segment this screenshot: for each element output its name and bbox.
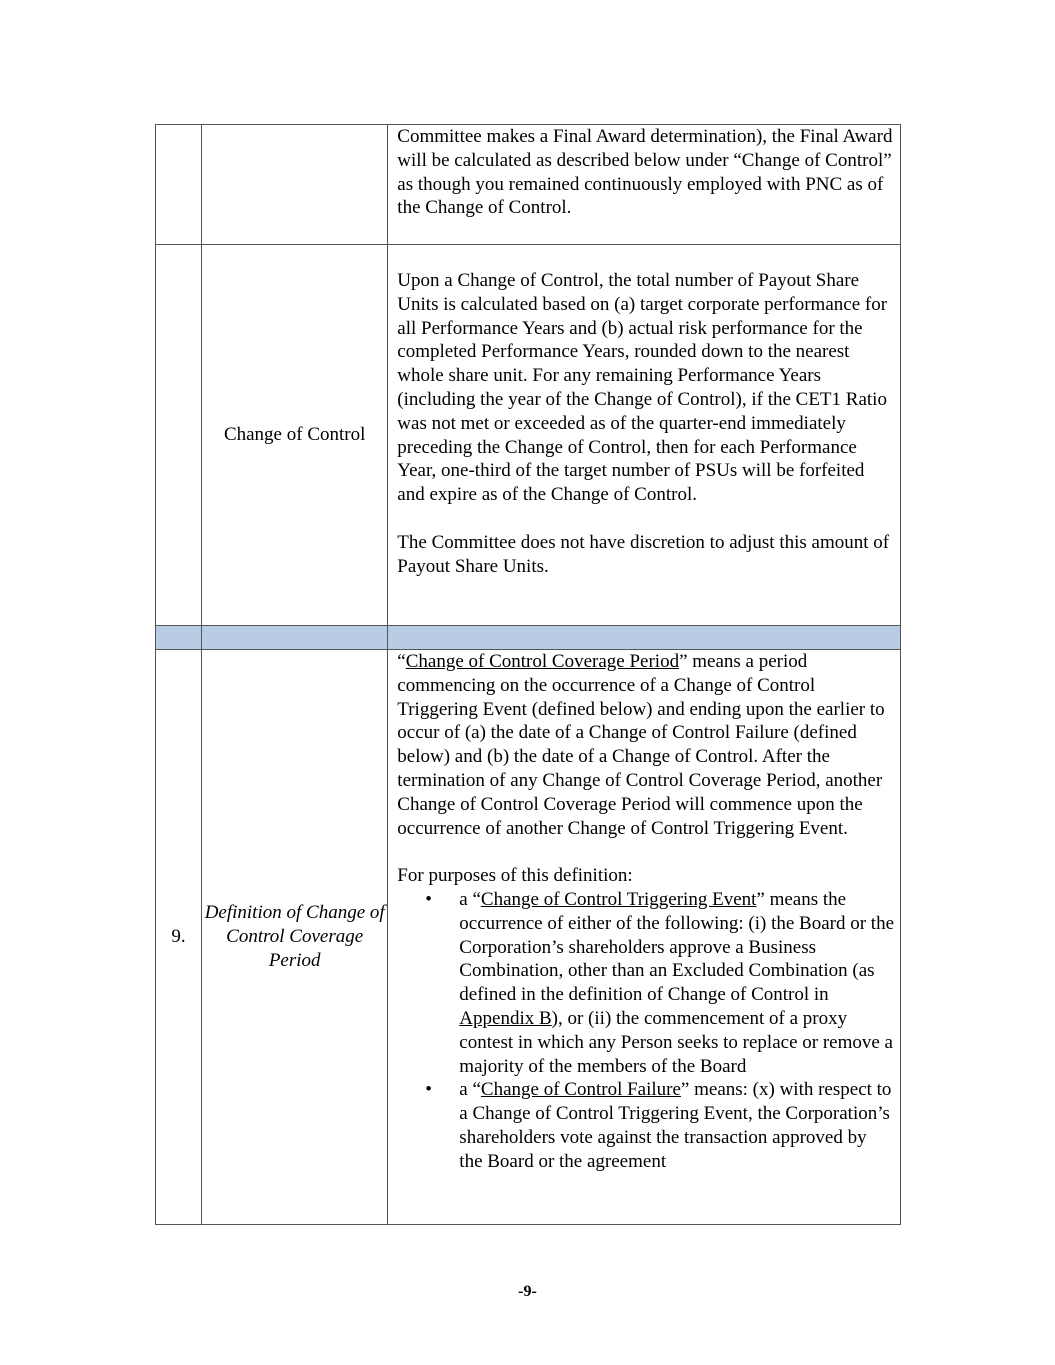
list-item-control-failure — [397, 1078, 894, 1173]
table-separator-row — [156, 626, 901, 650]
change-of-control-paragraph-2: The Committee does not have discretion to adjust this amount of Payout Share Units. — [397, 531, 890, 577]
open-quote: “ — [397, 651, 406, 672]
row-label-cell — [202, 245, 388, 626]
bullet-prefix: a “ — [459, 888, 481, 910]
row-body-cell — [388, 125, 901, 245]
row-label-cell — [202, 125, 388, 245]
document-table — [155, 124, 901, 1225]
page-number: -9- — [518, 1283, 537, 1300]
separator-cell — [202, 626, 388, 650]
row-number-cell — [156, 650, 202, 1225]
row-body-cell — [388, 245, 901, 626]
continuation-text: Committee makes a Final Award determination), the Final Award will be calculated as described below under “Change of Control” as though you remained continuously employed with PNC as of the Change of Control. — [397, 126, 893, 219]
section-number: 9. — [171, 926, 186, 948]
defined-term-coverage-period: Change of Control Coverage Period — [405, 651, 680, 672]
row-number-cell — [156, 125, 202, 245]
appendix-b-link[interactable]: Appendix B — [459, 1007, 552, 1029]
definition-text: ” means a period commencing on the occurrence of a Change of Control Triggering Event (defined below) and ending upon the earlier to occur of (a) the date of a Change of Control Failure (defined below) and (b) the date of a Change of Control. After the termination of any Change of Control Coverage Period, another Change of Control Coverage Period will commence upon the occurrence of another Change of Control Triggering Event. — [397, 651, 885, 839]
table-row-change-of-control — [156, 245, 901, 626]
bullet-text: ” means: (x) with respect to a Change of Control Triggering Event, the Corporation’s shareholders vote against the transaction approved by the Board or the agreement — [459, 1079, 892, 1172]
change-of-control-label: Change of Control — [223, 424, 366, 446]
bullet-icon: • — [425, 888, 432, 910]
separator-cell — [156, 626, 202, 650]
bullet-icon: • — [425, 1079, 432, 1101]
coverage-period-definition — [397, 650, 894, 840]
bullet-text-end: ), or (ii) the commencement of a proxy contest in which any Person seeks to replace or remove a majority of the members of the Board — [459, 1007, 893, 1077]
change-of-control-paragraph-1: Upon a Change of Control, the total number of Payout Share Units is calculated based on (a) target corporate performance for all Performance Years and (b) actual risk performance for the completed Performance Years, rounded down to the nearest whole share unit. For any remaining Performance Years (including the year of the Change of Control), if the CET1 Ratio was not met or exceeded as of the quarter-end immediately preceding the Change of Control, then for each Performance Year, one-third of the target number of PSUs will be forfeited and expire as of the Change of Control. — [397, 270, 888, 506]
definition-list — [397, 888, 894, 1174]
table-row-continuation — [156, 125, 901, 245]
defined-term-triggering-event: Change of Control Triggering Event — [480, 888, 757, 910]
section-label: Definition of Change of Control Coverage Period — [204, 902, 385, 971]
table-row-9 — [156, 650, 901, 1225]
purposes-intro: For purposes of this definition: — [397, 865, 633, 887]
bullet-prefix: a “ — [459, 1079, 481, 1101]
list-item-triggering-event — [397, 888, 894, 1078]
defined-term-control-failure: Change of Control Failure — [480, 1079, 681, 1101]
separator-cell — [388, 626, 901, 650]
row-body-cell — [388, 650, 901, 1225]
row-number-cell — [156, 245, 202, 626]
row-label-cell — [202, 650, 388, 1225]
bullet-text: ” means the occurrence of either of the following: (i) the Board or the Corporation’s shareholders approve a Business Combination, other than an Excluded Combination (as defined in the definition of Change of Control in — [459, 888, 895, 1006]
